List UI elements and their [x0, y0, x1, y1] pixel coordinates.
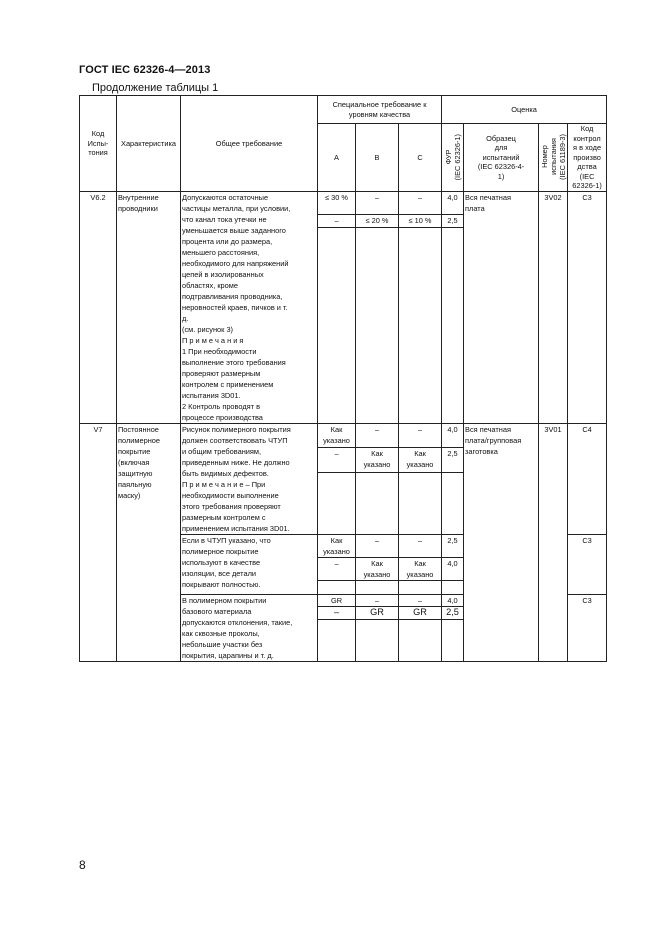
- cell-level-b: ≤ 20 %: [356, 215, 399, 228]
- cell-level-a: –: [318, 607, 356, 620]
- cell-level-c: ≤ 10 %: [399, 215, 442, 228]
- empty-cell: [318, 472, 356, 534]
- cell-level-a: Как указано: [318, 534, 356, 557]
- empty-cell: [442, 472, 464, 534]
- empty-cell: [399, 228, 442, 423]
- page-number: 8: [79, 858, 86, 872]
- cell-control: C3: [568, 191, 607, 423]
- cell-general: Допускаются остаточные частицы металла, при условии, что канал тока утечки не уменьшается выше заданного процента или до размера, меньшего расстояния, необходимого для напряжений цепей в изолированных областях, кроме подтравливания проводника, неровностей краев, пичков и т. д. (см. рисунок 3) П р и м е ч а н и я 1 При необходимости выполнение этого требования проверяют размерным контролем с применением испытания 3D01. 2 Контроль проводят в процессе производства: [181, 191, 318, 423]
- cell-level-c: GR: [399, 607, 442, 620]
- cell-level-b: –: [356, 191, 399, 215]
- cell-sample: Вся печатная плата/групповая заготовка: [464, 423, 539, 661]
- cell-level-b: Как указано: [356, 448, 399, 473]
- header-general: Общее требование: [181, 96, 318, 192]
- empty-cell: [356, 620, 399, 661]
- cell-fur: 4,0: [442, 191, 464, 215]
- cell-test-number: 3V02: [539, 191, 568, 423]
- header-fur: ФУР (IEC 62326-1): [443, 134, 462, 181]
- cell-level-b: –: [356, 423, 399, 448]
- cell-level-b: –: [356, 594, 399, 607]
- cell-general: Рисунок полимерного покрытия должен соответствовать ЧТУП и общим требованиям, приведенным ниже. Не должно быть видимых дефектов. П р и м е ч а н и е – При необходимости выполнение этого требования проверяют размерным контролем с применением испытания 3D01.: [181, 423, 318, 534]
- header-level-b: B: [356, 124, 399, 192]
- cell-code: V6.2: [80, 191, 117, 423]
- cell-general: Если в ЧТУП указано, что полимерное покрытие используют в качестве изоляции, все детали покрывают полностью.: [181, 534, 318, 594]
- empty-cell: [399, 472, 442, 534]
- header-control: Код контрол я в ходе произво дства (IEC 62326-1): [568, 124, 607, 192]
- cell-level-a: –: [318, 448, 356, 473]
- cell-sample: Вся печатная плата: [464, 191, 539, 423]
- requirements-table: [79, 95, 607, 662]
- empty-cell: [318, 620, 356, 661]
- cell-level-a: Как указано: [318, 423, 356, 448]
- empty-cell: [318, 228, 356, 423]
- cell-level-c: Как указано: [399, 448, 442, 473]
- cell-level-c: –: [399, 423, 442, 448]
- cell-characteristic: Постоянное полимерное покрытие (включая защитную паяльную маску): [117, 423, 181, 661]
- table-row: [80, 423, 607, 448]
- cell-test-number: 3V01: [539, 423, 568, 661]
- cell-code: V7: [80, 423, 117, 661]
- empty-cell: [442, 620, 464, 661]
- cell-level-c: –: [399, 191, 442, 215]
- cell-fur: 2,5: [442, 448, 464, 473]
- cell-level-a: GR: [318, 594, 356, 607]
- empty-cell: [356, 228, 399, 423]
- table-caption: Продолжение таблицы 1: [92, 82, 219, 94]
- cell-level-a: –: [318, 557, 356, 580]
- cell-level-c: Как указано: [399, 557, 442, 580]
- cell-control: C4: [568, 423, 607, 534]
- empty-cell: [356, 580, 399, 594]
- cell-general: В полимерном покрытии базового материала допускаются отклонения, такие, как сквозные проколы, небольшие участки без покрытия, царапины и т. д.: [181, 594, 318, 661]
- cell-level-b: Как указано: [356, 557, 399, 580]
- table-row: [80, 191, 607, 215]
- header-test-cell: [539, 124, 568, 192]
- header-evaluation: Оценка: [442, 96, 607, 124]
- cell-fur: 2,5: [442, 607, 464, 620]
- empty-cell: [399, 580, 442, 594]
- cell-level-a: ≤ 30 %: [318, 191, 356, 215]
- empty-cell: [442, 228, 464, 423]
- header-special: Специальное требование к уровням качества: [318, 96, 442, 124]
- cell-fur: 2,5: [442, 215, 464, 228]
- cell-level-a: –: [318, 215, 356, 228]
- empty-cell: [356, 472, 399, 534]
- empty-cell: [399, 620, 442, 661]
- cell-fur: 4,0: [442, 594, 464, 607]
- header-sample: Образец для испытаний (IEC 62326-4- 1): [464, 124, 539, 192]
- header-fur-cell: [442, 124, 464, 192]
- cell-control: C3: [568, 534, 607, 594]
- empty-cell: [318, 580, 356, 594]
- cell-fur: 4,0: [442, 423, 464, 448]
- header-level-a: A: [318, 124, 356, 192]
- header-code: Код Испы- тония: [80, 96, 117, 192]
- document-header: ГОСТ IEC 62326-4—2013: [79, 64, 211, 76]
- header-characteristic: Характеристика: [117, 96, 181, 192]
- cell-level-b: GR: [356, 607, 399, 620]
- header-test-number: Номер испытания (IEC 61189-3): [540, 134, 568, 181]
- cell-fur: 2,5: [442, 534, 464, 557]
- cell-level-c: –: [399, 594, 442, 607]
- header-level-c: C: [399, 124, 442, 192]
- empty-cell: [442, 580, 464, 594]
- cell-control: C3: [568, 594, 607, 661]
- cell-level-c: –: [399, 534, 442, 557]
- cell-fur: 4,0: [442, 557, 464, 580]
- cell-characteristic: Внутренние проводники: [117, 191, 181, 423]
- cell-level-b: –: [356, 534, 399, 557]
